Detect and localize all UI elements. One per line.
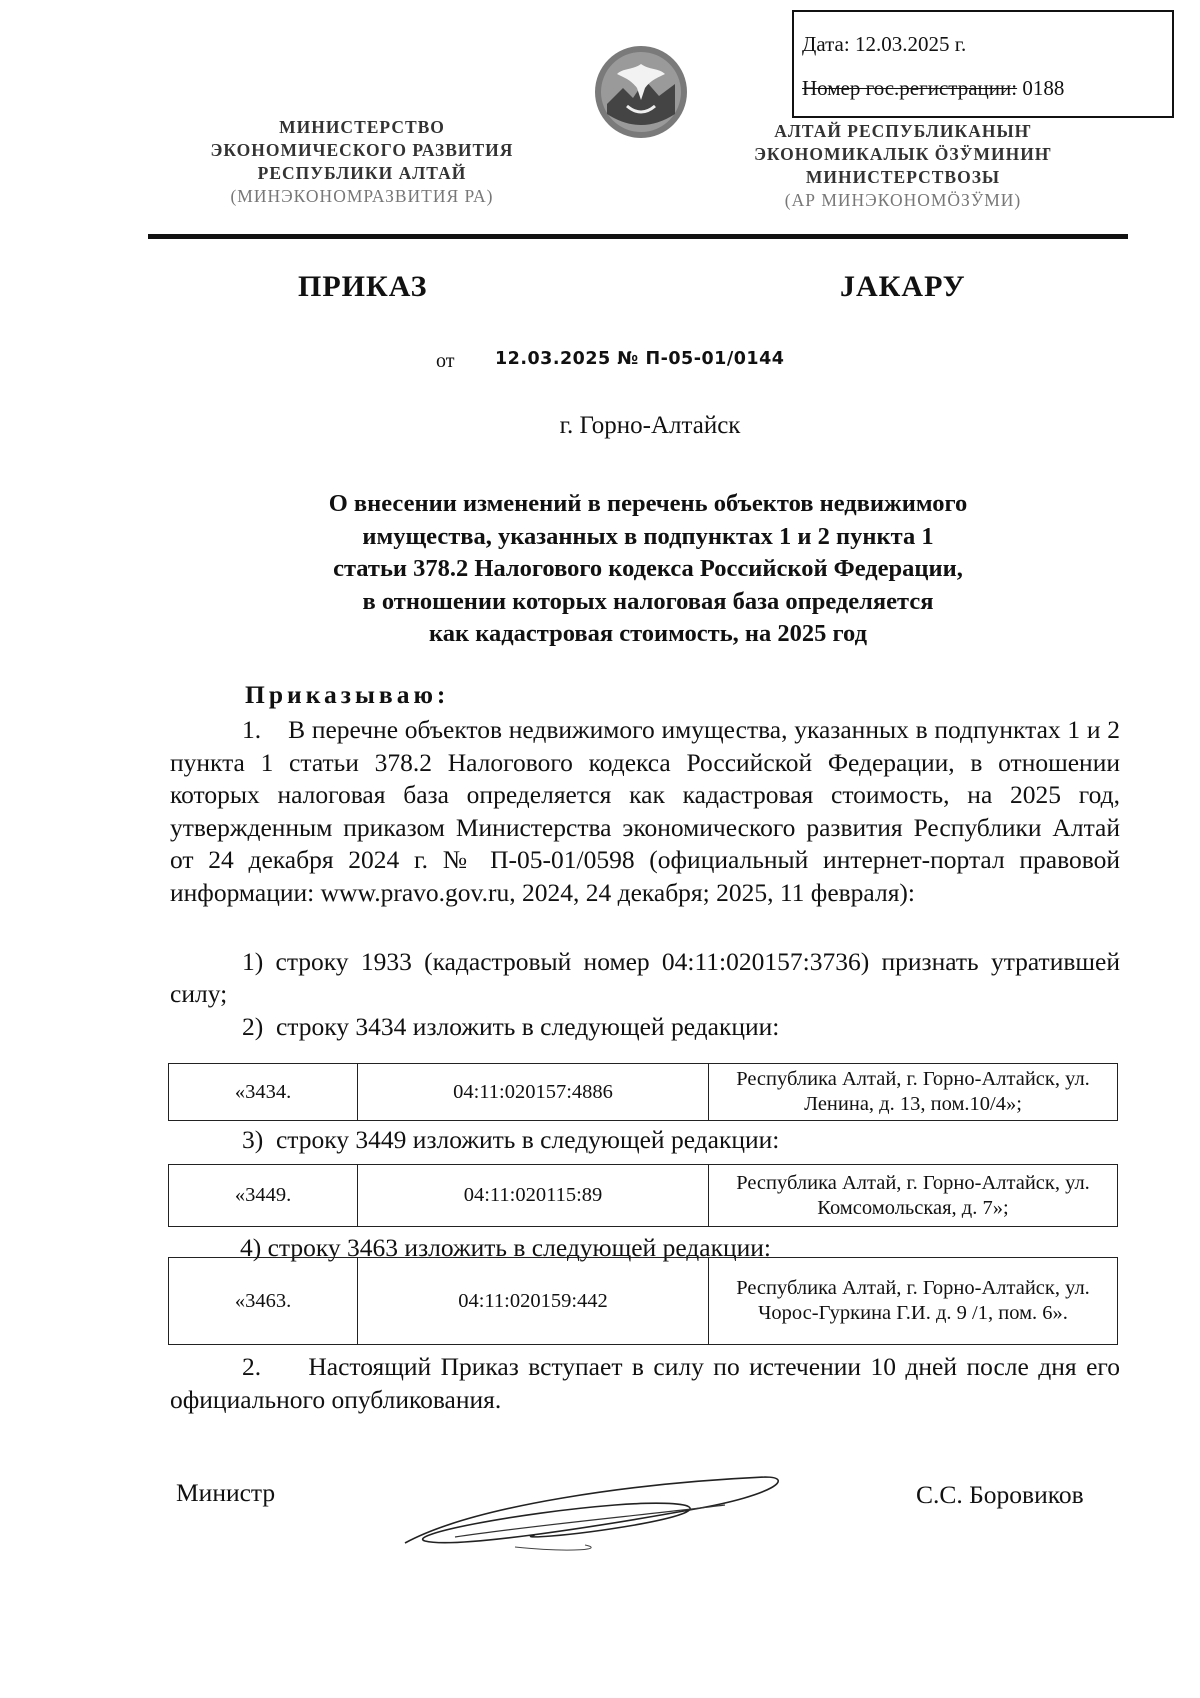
row-number-cell: «3463. bbox=[169, 1258, 358, 1345]
ministry-ru-line: РЕСПУБЛИКИ АЛТАЙ bbox=[257, 163, 467, 183]
subitem-4: 4) строку 3463 изложить в следующей редакции: bbox=[240, 1233, 772, 1262]
table-row bbox=[169, 1064, 1118, 1121]
registration-number-label: Номер гос.регистрации: bbox=[802, 76, 1018, 100]
cadastral-number-cell: 04:11:020159:442 bbox=[358, 1258, 709, 1345]
ministry-alt-abbreviation: (АР МИНЭКОНОМÖЗӰМИ) bbox=[784, 190, 1022, 210]
cadastral-number-cell: 04:11:020157:4886 bbox=[358, 1064, 709, 1121]
cadastral-number-cell: 04:11:020115:89 bbox=[358, 1165, 709, 1227]
subject-line: статьи 378.2 Налогового кодекса Российской Федерации, bbox=[333, 555, 963, 582]
header-divider bbox=[148, 234, 1128, 239]
subject-line: в отношении которых налоговая база определяется bbox=[362, 587, 934, 615]
registration-date-row bbox=[802, 32, 966, 57]
row-table-3463 bbox=[168, 1257, 1118, 1345]
paragraph-1: 1. В перечне объектов недвижимого имущества, указанных в подпунктах 1 и 2 пункта 1 статьи 378.2 Налогового кодекса Российской Федерации, в отношении которых налоговая база определяется как кадастровая стоимость, на 2025 год, утвержденным приказом Министерства экономического развития Республики Алтай от 24 декабря 2024 г. № П-05-01/0598 (официальный интернет-портал правовой информации: www.pravo.gov.ru, 2024, 24 декабря; 2025, 11 февраля): bbox=[170, 715, 1120, 907]
subitem-3: 3) строку 3449 изложить в следующей редакции: bbox=[242, 1125, 780, 1154]
ministry-alt-line: МИНИСТЕРСТВОЗЫ bbox=[805, 167, 1001, 187]
date-prefix: от bbox=[436, 350, 455, 372]
order-date-number: 12.03.2025 № П-05-01/0144 bbox=[495, 349, 785, 369]
table-row bbox=[169, 1165, 1118, 1227]
subject-line: имущества, указанных в подпунктах 1 и 2 пункта 1 bbox=[362, 522, 934, 550]
republic-emblem-icon bbox=[593, 44, 689, 140]
order-title-altai: JАКАРУ bbox=[840, 270, 966, 303]
address-cell: Республика Алтай, г. Горно-Алтайск, ул. Комсомольская, д. 7»; bbox=[709, 1165, 1118, 1227]
row-table-3449 bbox=[168, 1164, 1118, 1227]
address-cell: Республика Алтай, г. Горно-Алтайск, ул. Чорос-Гуркина Г.И. д. 9 /1, пом. 6». bbox=[709, 1258, 1118, 1345]
document-subject bbox=[248, 488, 1048, 651]
table-row bbox=[169, 1258, 1118, 1345]
subitem-1: 1) строку 1933 (кадастровый номер 04:11:020157:3736) признать утратившей силу; bbox=[170, 947, 1120, 1008]
subitem-2: 2) строку 3434 изложить в следующей редакции: bbox=[242, 1012, 780, 1041]
registration-number-row bbox=[802, 76, 1064, 101]
ministry-ru-line: МИНИСТЕРСТВО bbox=[279, 117, 445, 137]
ministry-name-ru bbox=[192, 116, 532, 208]
registration-box bbox=[792, 10, 1174, 118]
orders-heading: Приказываю: bbox=[245, 680, 450, 709]
ministry-alt-line: ЭКОНОМИКАЛЫК ÖЗӰМИНИҤ bbox=[754, 144, 1052, 164]
registration-number-value: 0188 bbox=[1022, 76, 1065, 100]
ministry-name-altai bbox=[738, 120, 1068, 212]
row-number-cell: «3434. bbox=[169, 1064, 358, 1121]
ministry-ru-abbreviation: (МИНЭКОНОМРАЗВИТИЯ РА) bbox=[230, 186, 494, 206]
address-cell: Республика Алтай, г. Горно-Алтайск, ул. Ленина, д. 13, пом.10/4»; bbox=[709, 1064, 1118, 1121]
paragraph-2: 2. Настоящий Приказ вступает в силу по истечении 10 дней после дня его официального опубликования. bbox=[170, 1352, 1120, 1414]
ministry-alt-line: АЛТАЙ РЕСПУБЛИКАНЫҤ bbox=[774, 121, 1032, 141]
row-number-cell: «3449. bbox=[169, 1165, 358, 1227]
order-title-ru: ПРИКАЗ bbox=[298, 270, 428, 303]
row-table-3434 bbox=[168, 1063, 1118, 1121]
signer-role: Министр bbox=[176, 1478, 276, 1507]
registration-date-value: 12.03.2025 г. bbox=[854, 32, 967, 56]
city: г. Горно-Алтайск bbox=[559, 412, 741, 439]
ministry-ru-line: ЭКОНОМИЧЕСКОГО РАЗВИТИЯ bbox=[210, 140, 514, 160]
handwritten-signature bbox=[395, 1465, 795, 1565]
registration-date-label: Дата: bbox=[802, 32, 850, 56]
signer-name: С.С. Боровиков bbox=[916, 1480, 1084, 1509]
subject-line: О внесении изменений в перечень объектов недвижимого bbox=[328, 490, 968, 517]
subject-line: как кадастровая стоимость, на 2025 год bbox=[429, 620, 867, 647]
